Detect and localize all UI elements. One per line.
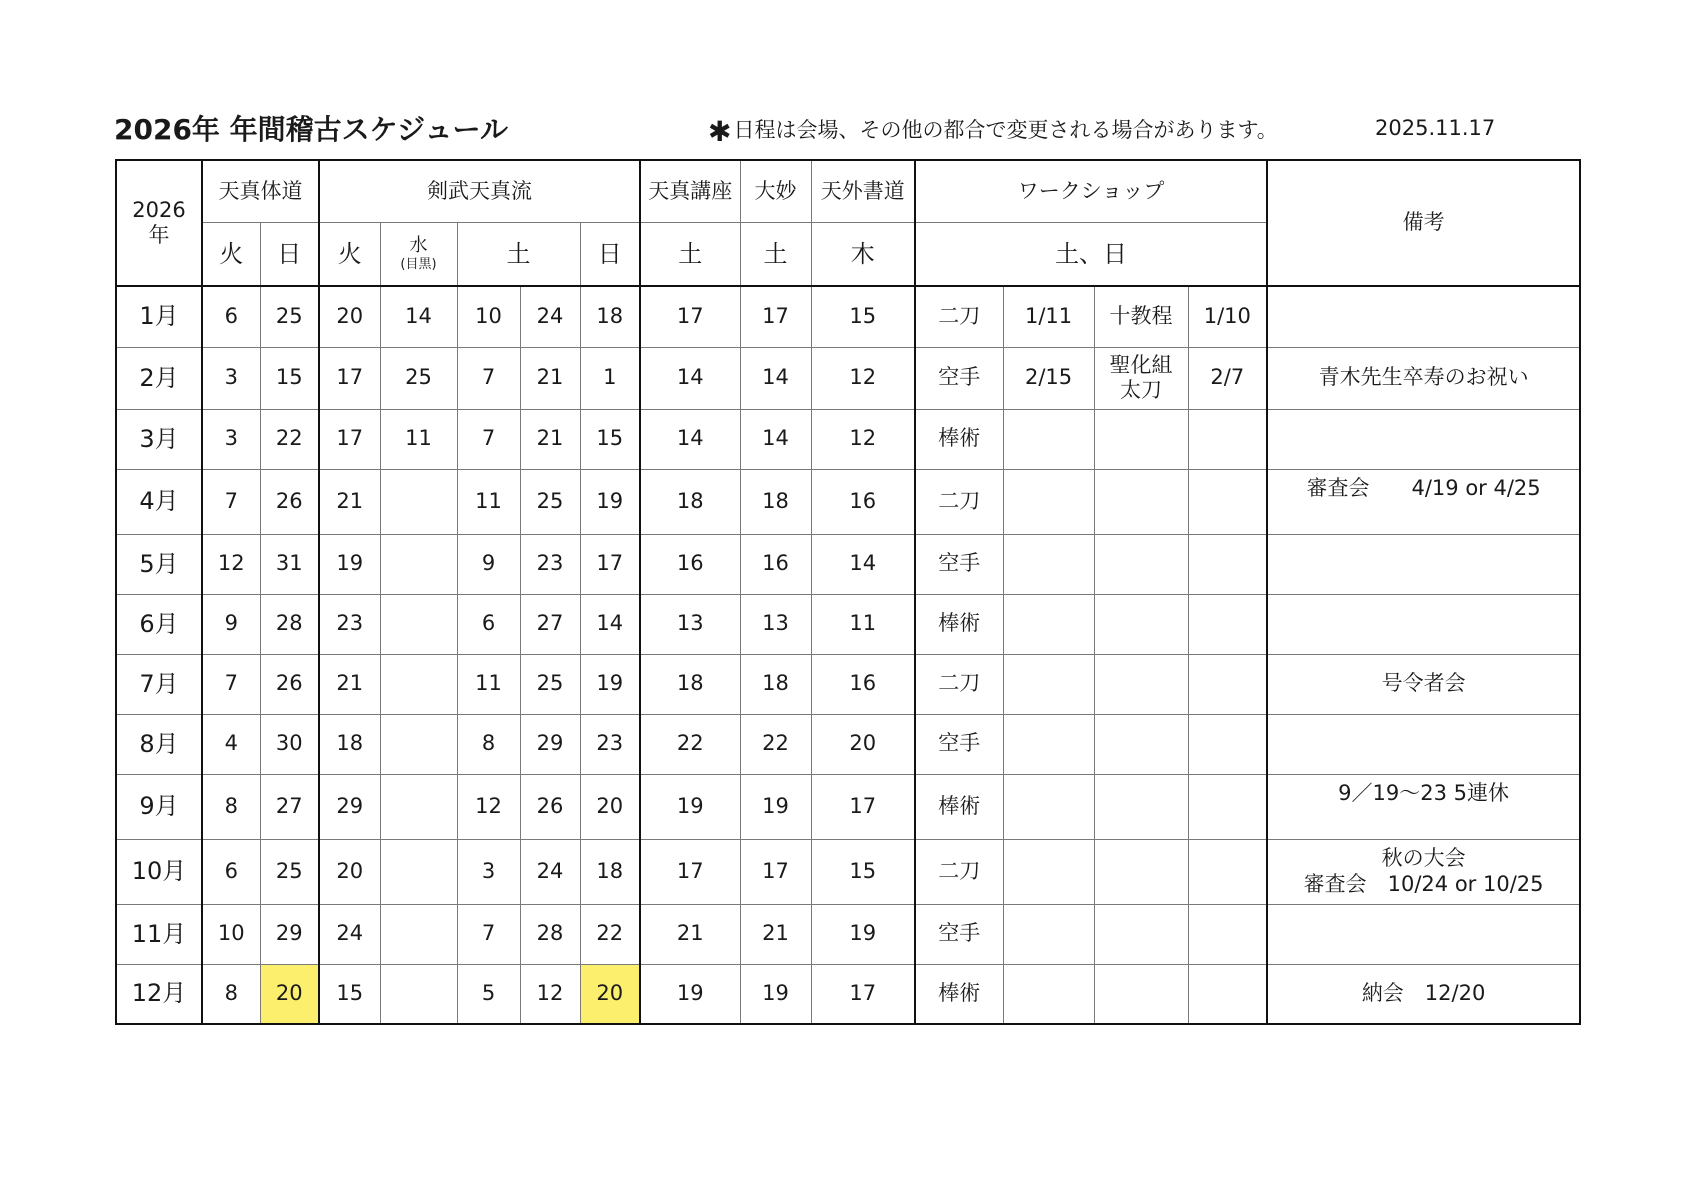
month-cell: 2月 <box>116 347 202 409</box>
schedule-table <box>115 159 1581 1025</box>
cell-taido-sun: 25 <box>260 286 319 347</box>
month-cell: 4月 <box>116 469 202 534</box>
cell-ws-date-2 <box>1188 594 1267 654</box>
cell-kenbu-sat-1: 11 <box>457 654 520 714</box>
cell-ws-date-1 <box>1003 469 1094 534</box>
cell-shodo-thu: 14 <box>811 534 915 594</box>
cell-taido-tue: 7 <box>202 469 260 534</box>
month-cell: 1月 <box>116 286 202 347</box>
cell-ws-topic-1: 棒術 <box>915 594 1003 654</box>
day-sat-taimyo: 土 <box>740 223 811 287</box>
month-cell: 9月 <box>116 774 202 839</box>
cell-kenbu-wed <box>380 594 457 654</box>
cell-taido-sun: 15 <box>260 347 319 409</box>
cell-ws-topic-1: 二刀 <box>915 654 1003 714</box>
cell-taimyo-sat: 22 <box>740 714 811 774</box>
cell-kenbu-sat-2: 26 <box>520 774 580 839</box>
cell-kenbu-sat-2: 25 <box>520 469 580 534</box>
day-tue: 火 <box>202 223 260 287</box>
cell-kenbu-sun: 17 <box>580 534 640 594</box>
cell-ws-date-2: 1/10 <box>1188 286 1267 347</box>
cell-shodo-thu: 15 <box>811 839 915 904</box>
cell-ws-date-2 <box>1188 964 1267 1024</box>
cell-kenbu-sat-1: 12 <box>457 774 520 839</box>
cell-kenbu-wed <box>380 774 457 839</box>
cell-taido-sun: 26 <box>260 654 319 714</box>
table-row <box>116 774 1580 839</box>
table-row <box>116 286 1580 347</box>
cell-biko <box>1267 286 1580 347</box>
table-row <box>116 904 1580 964</box>
cell-taimyo-sat: 14 <box>740 409 811 469</box>
cell-kenbu-tue: 24 <box>319 904 380 964</box>
cell-biko <box>1267 594 1580 654</box>
table-row <box>116 469 1580 534</box>
cell-kenbu-sat-1: 11 <box>457 469 520 534</box>
cell-kenbu-wed <box>380 534 457 594</box>
cell-kenbu-sun: 19 <box>580 654 640 714</box>
cell-taido-sun: 31 <box>260 534 319 594</box>
cell-ws-topic-2 <box>1094 534 1188 594</box>
cell-kenbu-sat-2: 21 <box>520 347 580 409</box>
cell-kenbu-sat-2: 25 <box>520 654 580 714</box>
day-thu-shodo: 木 <box>811 223 915 287</box>
cell-ws-topic-1: 空手 <box>915 904 1003 964</box>
cell-taido-sun: 22 <box>260 409 319 469</box>
cell-kenbu-tue: 21 <box>319 654 380 714</box>
month-cell: 10月 <box>116 839 202 904</box>
cell-ws-date-2 <box>1188 654 1267 714</box>
cell-ws-date-1 <box>1003 714 1094 774</box>
table-row <box>116 347 1580 409</box>
cell-taido-tue: 6 <box>202 839 260 904</box>
table-row <box>116 654 1580 714</box>
cell-taido-sun: 27 <box>260 774 319 839</box>
cell-kenbu-sat-1: 7 <box>457 904 520 964</box>
cell-taimyo-sat: 18 <box>740 654 811 714</box>
cell-shodo-thu: 12 <box>811 347 915 409</box>
cell-biko: 審査会 4/19 or 4/25 <box>1267 469 1580 534</box>
table-row <box>116 534 1580 594</box>
month-cell: 11月 <box>116 904 202 964</box>
cell-shodo-thu: 17 <box>811 964 915 1024</box>
month-cell: 7月 <box>116 654 202 714</box>
page-title: 2026年 年間稽古スケジュール <box>114 113 508 146</box>
cell-kenbu-sun: 19 <box>580 469 640 534</box>
cell-koza-sat: 19 <box>640 774 740 839</box>
cell-ws-topic-2: 十教程 <box>1094 286 1188 347</box>
day-sun-kenbu: 日 <box>580 223 640 287</box>
cell-kenbu-tue: 15 <box>319 964 380 1024</box>
cell-kenbu-sat-1: 8 <box>457 714 520 774</box>
cell-biko: 青木先生卒寿のお祝い <box>1267 347 1580 409</box>
cell-ws-date-1 <box>1003 594 1094 654</box>
cell-kenbu-sat-2: 12 <box>520 964 580 1024</box>
cell-ws-date-2: 2/7 <box>1188 347 1267 409</box>
cell-kenbu-tue: 29 <box>319 774 380 839</box>
cell-kenbu-sat-2: 24 <box>520 286 580 347</box>
cell-ws-date-1 <box>1003 839 1094 904</box>
issue-date: 2025.11.17 <box>1375 116 1496 140</box>
cell-taido-tue: 10 <box>202 904 260 964</box>
cell-kenbu-sat-1: 7 <box>457 409 520 469</box>
group-workshop: ワークショップ <box>915 160 1267 223</box>
table-row <box>116 714 1580 774</box>
cell-kenbu-sat-1: 10 <box>457 286 520 347</box>
cell-taido-sun: 28 <box>260 594 319 654</box>
day-sun: 日 <box>260 223 319 287</box>
cell-taido-sun: 26 <box>260 469 319 534</box>
cell-ws-date-1 <box>1003 409 1094 469</box>
note-text: 日程は会場、その他の都合で変更される場合があります。 <box>733 118 1278 142</box>
cell-kenbu-sat-1: 5 <box>457 964 520 1024</box>
month-cell: 3月 <box>116 409 202 469</box>
cell-taimyo-sat: 21 <box>740 904 811 964</box>
group-taimyo: 大妙 <box>740 160 811 223</box>
group-tenshin-koza: 天真講座 <box>640 160 740 223</box>
cell-taido-tue: 4 <box>202 714 260 774</box>
cell-biko: 納会 12/20 <box>1267 964 1580 1024</box>
cell-shodo-thu: 20 <box>811 714 915 774</box>
cell-kenbu-wed <box>380 654 457 714</box>
cell-ws-date-2 <box>1188 774 1267 839</box>
cell-koza-sat: 18 <box>640 469 740 534</box>
cell-taimyo-sat: 17 <box>740 286 811 347</box>
asterisk-mark: ✱ <box>708 115 732 148</box>
day-tue-kenbu: 火 <box>319 223 380 287</box>
cell-koza-sat: 13 <box>640 594 740 654</box>
cell-biko <box>1267 904 1580 964</box>
cell-ws-topic-2 <box>1094 654 1188 714</box>
cell-koza-sat: 21 <box>640 904 740 964</box>
cell-kenbu-sun: 20 <box>580 964 640 1024</box>
cell-taido-tue: 8 <box>202 964 260 1024</box>
day-workshop: 土、日 <box>915 223 1267 287</box>
cell-kenbu-tue: 21 <box>319 469 380 534</box>
cell-ws-date-1: 1/11 <box>1003 286 1094 347</box>
cell-ws-topic-1: 二刀 <box>915 286 1003 347</box>
cell-ws-topic-1: 二刀 <box>915 469 1003 534</box>
cell-taimyo-sat: 14 <box>740 347 811 409</box>
cell-ws-topic-2 <box>1094 964 1188 1024</box>
cell-kenbu-sat-1: 3 <box>457 839 520 904</box>
cell-kenbu-wed <box>380 469 457 534</box>
cell-kenbu-sat-2: 28 <box>520 904 580 964</box>
cell-ws-date-2 <box>1188 714 1267 774</box>
cell-shodo-thu: 11 <box>811 594 915 654</box>
cell-kenbu-sun: 1 <box>580 347 640 409</box>
month-cell: 12月 <box>116 964 202 1024</box>
cell-kenbu-sat-1: 7 <box>457 347 520 409</box>
cell-kenbu-wed: 25 <box>380 347 457 409</box>
cell-kenbu-sun: 20 <box>580 774 640 839</box>
cell-ws-topic-2 <box>1094 409 1188 469</box>
cell-ws-topic-1: 空手 <box>915 347 1003 409</box>
cell-taimyo-sat: 19 <box>740 774 811 839</box>
cell-ws-topic-2 <box>1094 469 1188 534</box>
cell-shodo-thu: 17 <box>811 774 915 839</box>
cell-ws-date-1: 2/15 <box>1003 347 1094 409</box>
cell-taido-tue: 3 <box>202 347 260 409</box>
cell-kenbu-sat-2: 24 <box>520 839 580 904</box>
group-tengai-shodo: 天外書道 <box>811 160 915 223</box>
cell-taimyo-sat: 13 <box>740 594 811 654</box>
cell-koza-sat: 17 <box>640 839 740 904</box>
cell-ws-topic-1: 空手 <box>915 534 1003 594</box>
cell-biko: 秋の大会 審査会 10/24 or 10/25 <box>1267 839 1580 904</box>
cell-koza-sat: 14 <box>640 409 740 469</box>
cell-taido-sun: 25 <box>260 839 319 904</box>
month-cell: 6月 <box>116 594 202 654</box>
cell-ws-date-2 <box>1188 469 1267 534</box>
month-cell: 8月 <box>116 714 202 774</box>
cell-kenbu-tue: 20 <box>319 839 380 904</box>
cell-kenbu-tue: 17 <box>319 347 380 409</box>
cell-kenbu-tue: 17 <box>319 409 380 469</box>
cell-kenbu-tue: 20 <box>319 286 380 347</box>
cell-taido-sun: 30 <box>260 714 319 774</box>
table-row <box>116 409 1580 469</box>
cell-ws-topic-2 <box>1094 594 1188 654</box>
cell-ws-topic-1: 棒術 <box>915 964 1003 1024</box>
cell-ws-topic-2 <box>1094 839 1188 904</box>
group-kenbu-tenshinryu: 剣武天真流 <box>319 160 640 223</box>
cell-ws-topic-1: 空手 <box>915 714 1003 774</box>
cell-taimyo-sat: 16 <box>740 534 811 594</box>
cell-kenbu-tue: 18 <box>319 714 380 774</box>
cell-koza-sat: 19 <box>640 964 740 1024</box>
table-row <box>116 964 1580 1024</box>
cell-ws-topic-2 <box>1094 774 1188 839</box>
cell-ws-topic-1: 棒術 <box>915 409 1003 469</box>
cell-ws-topic-2 <box>1094 714 1188 774</box>
cell-ws-date-1 <box>1003 774 1094 839</box>
cell-kenbu-wed: 11 <box>380 409 457 469</box>
table-row <box>116 594 1580 654</box>
cell-kenbu-sat-1: 9 <box>457 534 520 594</box>
cell-taido-tue: 8 <box>202 774 260 839</box>
cell-biko: 号令者会 <box>1267 654 1580 714</box>
cell-ws-date-1 <box>1003 534 1094 594</box>
cell-biko <box>1267 714 1580 774</box>
cell-ws-date-2 <box>1188 409 1267 469</box>
cell-shodo-thu: 15 <box>811 286 915 347</box>
cell-shodo-thu: 16 <box>811 654 915 714</box>
cell-kenbu-sat-2: 23 <box>520 534 580 594</box>
cell-taido-tue: 12 <box>202 534 260 594</box>
cell-shodo-thu: 16 <box>811 469 915 534</box>
cell-taimyo-sat: 18 <box>740 469 811 534</box>
cell-kenbu-wed: 14 <box>380 286 457 347</box>
cell-taido-tue: 6 <box>202 286 260 347</box>
cell-ws-date-1 <box>1003 964 1094 1024</box>
cell-kenbu-wed <box>380 904 457 964</box>
schedule-change-note <box>708 114 1278 148</box>
cell-ws-topic-2 <box>1094 904 1188 964</box>
cell-kenbu-wed <box>380 964 457 1024</box>
cell-ws-topic-1: 棒術 <box>915 774 1003 839</box>
corner-year: 2026 年 <box>116 160 202 286</box>
table-row <box>116 839 1580 904</box>
group-tenshin-taido: 天真体道 <box>202 160 319 223</box>
cell-taido-sun: 29 <box>260 904 319 964</box>
cell-ws-date-2 <box>1188 839 1267 904</box>
cell-taimyo-sat: 17 <box>740 839 811 904</box>
cell-kenbu-sun: 22 <box>580 904 640 964</box>
cell-biko: 9／19〜23 5連休 <box>1267 774 1580 839</box>
cell-biko <box>1267 534 1580 594</box>
cell-kenbu-sat-2: 21 <box>520 409 580 469</box>
cell-ws-date-2 <box>1188 534 1267 594</box>
month-cell: 5月 <box>116 534 202 594</box>
cell-ws-topic-2: 聖化組 太刀 <box>1094 347 1188 409</box>
cell-taido-sun: 20 <box>260 964 319 1024</box>
cell-kenbu-sun: 23 <box>580 714 640 774</box>
group-biko: 備考 <box>1267 160 1580 286</box>
cell-taimyo-sat: 19 <box>740 964 811 1024</box>
cell-taido-tue: 3 <box>202 409 260 469</box>
cell-ws-date-2 <box>1188 904 1267 964</box>
cell-kenbu-sun: 18 <box>580 839 640 904</box>
cell-shodo-thu: 12 <box>811 409 915 469</box>
cell-kenbu-sun: 14 <box>580 594 640 654</box>
day-wed-meguro: 水 (目黒) <box>380 223 457 287</box>
cell-taido-tue: 9 <box>202 594 260 654</box>
cell-kenbu-wed <box>380 839 457 904</box>
cell-shodo-thu: 19 <box>811 904 915 964</box>
cell-koza-sat: 14 <box>640 347 740 409</box>
cell-kenbu-sat-2: 27 <box>520 594 580 654</box>
day-sat-kenbu: 土 <box>457 223 580 287</box>
cell-kenbu-tue: 19 <box>319 534 380 594</box>
cell-kenbu-sat-1: 6 <box>457 594 520 654</box>
cell-kenbu-sat-2: 29 <box>520 714 580 774</box>
cell-ws-date-1 <box>1003 904 1094 964</box>
cell-taido-tue: 7 <box>202 654 260 714</box>
cell-koza-sat: 16 <box>640 534 740 594</box>
cell-koza-sat: 22 <box>640 714 740 774</box>
day-sat-koza: 土 <box>640 223 740 287</box>
cell-kenbu-sun: 15 <box>580 409 640 469</box>
cell-koza-sat: 18 <box>640 654 740 714</box>
cell-ws-date-1 <box>1003 654 1094 714</box>
cell-kenbu-wed <box>380 714 457 774</box>
cell-kenbu-tue: 23 <box>319 594 380 654</box>
cell-ws-topic-1: 二刀 <box>915 839 1003 904</box>
cell-koza-sat: 17 <box>640 286 740 347</box>
cell-kenbu-sun: 18 <box>580 286 640 347</box>
header-row-groups <box>116 160 1580 223</box>
cell-biko <box>1267 409 1580 469</box>
